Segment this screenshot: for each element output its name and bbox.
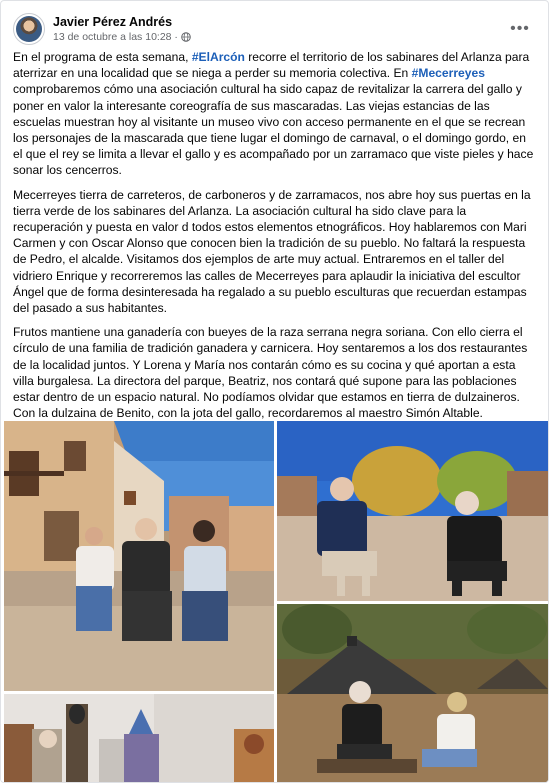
photo-interview-chairs-image [277, 421, 548, 601]
photo-museum-masks-image [4, 694, 274, 783]
post-text: comprobaremos cómo una asociación cultural ha sido capaz de revitalizar la carrera del gallo y poner en valor la interesante coreografía de sus mascaradas. Las viejas estancias de las escuelas muestran hoy al visitante un museo vivo con acceso permanente en el que se recrean los personajes de la mascarada que tiene lugar el domingo de carnaval, o el domingo gordo, en el que el rey se limita a llevar el gallo y es acompañado por un zarramaco que viste pieles y hace sonar los cencerros. [13, 82, 534, 178]
more-horizontal-icon: ••• [510, 20, 530, 37]
photo-village-square-image [4, 421, 274, 691]
author-name[interactable]: Javier Pérez Andrés [53, 15, 173, 29]
globe-icon [181, 32, 191, 42]
post-meta [53, 14, 191, 44]
photo-museum-masks[interactable] [4, 694, 274, 783]
author-avatar[interactable] [13, 13, 45, 45]
post-text: En el programa de esta semana, [13, 50, 192, 64]
post-paragraph [13, 324, 538, 421]
post-timestamp[interactable]: 13 de octubre a las 10:28 · [53, 31, 178, 43]
more-options-button[interactable] [508, 19, 532, 39]
photo-village-square[interactable] [4, 421, 274, 691]
post-text: recorre el territorio de los sabinares del Arlanza para aterrizar en una localidad que se niega a perder su memoria colectiva. En [13, 50, 530, 81]
photo-charcoal-kiln[interactable] [277, 604, 548, 783]
post-header [13, 11, 536, 47]
post-paragraph [13, 49, 538, 179]
post-body [13, 49, 538, 429]
photo-grid [1, 421, 549, 783]
hashtag-link[interactable]: #ElArcón [191, 50, 245, 64]
post-text: Frutos mantiene una ganadería con bueyes de la raza serrana negra soriana. Con ello cierra el círculo de una familia de tradición ganadera y carnicera. Hoy sentaremos a los dos restaurantes de la localidad juntos. Y Lorena y María nos contarán cómo es su cocina y qué aportan a esta villa burgalesa. La directora del parque, Beatriz, nos contará qué supone para las poblaciones estar dentro de un espacio natural. No podíamos olvidar que estamos en tierra de dulzaineros. Con la dulzaina de Benito, con la jota del gallo, recordaremos al maestro Simón Altable. [13, 325, 528, 421]
photo-charcoal-kiln-image [277, 604, 548, 783]
hashtag-link[interactable]: #Mecerreyes [411, 66, 485, 81]
photo-interview-chairs[interactable] [277, 421, 548, 601]
avatar-image [16, 16, 42, 42]
post-text: Mecerreyes tierra de carreteros, de carboneros y de zarramacos, nos abre hoy sus puertas en la tierra verde de los sabinares del Arlanza. La asociación cultural ha sido clave para la recuperación y puesta en valor d todos estos elementos etnográficos. Hoy hablaremos con Mari Carmen y con Oscar Alonso que conocen bien la tradición de su pueblo. No faltará la respuesta de Pedro, el alcalde. Visitamos dos ejemplos de arte muy actual. Entraremos en el taller del vidriero Enrique y recorreremos las calles de Mecerreyes para aplaudir la iniciativa del escultor Ángel que de forma desinteresada ha regalado a su pueblo esculturas que recuerdan estampas del pasado a sus habitantes. [13, 187, 531, 316]
post-paragraph [13, 187, 538, 317]
post-time-row [53, 30, 191, 44]
